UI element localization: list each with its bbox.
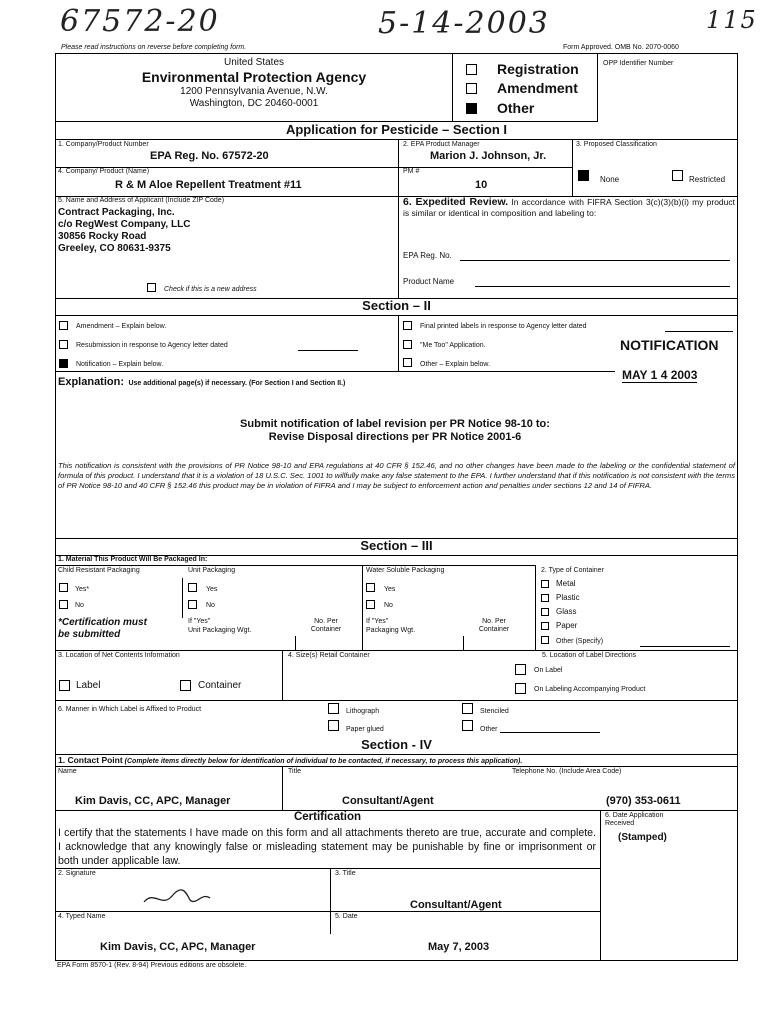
pm-number-label: PM # [403,168,420,175]
unit-packaging-no-label: No [206,602,215,609]
contact-point-note: (Complete items directly below for identification of individual to be contacted, if necessary, to process this application). [124,758,523,765]
directions-on-labeling-option: On Labeling Accompanying Product [534,686,646,693]
water-soluble-yes-label: Yes [384,586,396,593]
water-soluble-no-label: No [384,602,393,609]
water-soluble-yes-checkbox[interactable] [366,583,375,592]
container-other-checkbox[interactable] [541,636,549,644]
label-directions-location-label: 5. Location of Label Directions [542,652,637,659]
product-name-value: R & M Aloe Repellent Treatment #11 [115,179,302,191]
lithograph-label: Lithograph [346,708,380,715]
classification-none-checkbox[interactable] [578,170,589,181]
unit-no-per-text: No. Per [314,618,338,625]
final-labels-checkbox[interactable] [403,321,412,330]
directions-on-label-option: On Label [534,667,563,674]
similar-product-name-field[interactable] [475,286,730,287]
net-contents-location-label: 3. Location of Net Contents Information [58,652,180,659]
lithograph-checkbox[interactable] [328,703,339,714]
child-resistant-yes-label: Yes* [75,586,90,593]
water-soluble-no-checkbox[interactable] [366,600,375,609]
unit-packaging-yes-checkbox[interactable] [188,583,197,592]
notification-stamp-title: NOTIFICATION [620,337,719,353]
handwritten-date: 5-14-2003 [378,6,550,41]
agency-address2: Washington, DC 20460-0001 [189,98,319,109]
affix-other-field[interactable] [500,732,600,733]
contact-title-value: Consultant/Agent [342,795,434,807]
classification-none-label: None [600,175,620,184]
contact-name-value: Kim Davis, CC, APC, Manager [75,795,231,807]
other-explain-checkbox[interactable] [403,358,412,367]
contact-title-label: Title [288,768,301,775]
water-no-per-container-label [468,618,520,634]
similar-reg-no-label: EPA Reg. No. [403,251,452,260]
affix-other-checkbox[interactable] [462,720,473,731]
me-too-label: "Me Too" Application. [420,342,486,349]
container-paper-label: Paper [556,621,578,630]
explanation-header [58,372,345,390]
label-affixed-manner-label: 6. Manner in Which Label is Affixed to Product [58,706,202,713]
child-resistant-yes-checkbox[interactable] [59,583,68,592]
notification-stamp-date: MAY 1 4 2003 [622,368,698,382]
classification-restricted-checkbox[interactable] [672,170,683,181]
omb-number: Form Approved. OMB No. 2070-0060 [563,44,679,51]
certification-text: I certify that the statements I have made on this form and all attachments thereto are true, accurate and complete. I acknowledge that any knowingly false or misleading statement may be punishable by fine or imprisonment or both under applicable law. [58,827,596,867]
material-label: 1. Material This Product Will Be Packaged In: [58,556,208,563]
contact-point-header [58,756,522,766]
company-number-value: EPA Reg. No. 67572-20 [150,150,269,162]
water-packaging-weight-label: Packaging Wgt. [366,627,416,634]
net-contents-container-option: Container [198,680,242,691]
unit-packaging-label: Unit Packaging [188,567,236,574]
stamped-note: (Stamped) [618,832,667,843]
cert-must-text: *Certification must [58,617,147,628]
applicant-line4: Greeley, CO 80631-9375 [58,243,171,254]
amendment-checkbox[interactable] [466,83,477,94]
container-paper-checkbox[interactable] [541,622,549,630]
agency-name: Environmental Protection Agency [141,69,367,85]
applicant-label: 5. Name and Address of Applicant (Include ZIP Code) [58,197,225,204]
directions-on-labeling-checkbox[interactable] [515,683,526,694]
product-manager-label: 2. EPA Product Manager [403,141,480,148]
unit-container-text: Container [310,626,342,633]
other-explain-label: Other – Explain below. [420,361,491,368]
explanation-label: Explanation: [58,376,125,388]
container-glass-label: Glass [556,607,577,616]
net-contents-label-checkbox[interactable] [59,680,70,691]
typed-name-value: Kim Davis, CC, APC, Manager [100,941,256,953]
net-contents-label-option: Label [76,680,101,691]
directions-on-label-checkbox[interactable] [515,664,526,675]
expedited-review [403,197,735,219]
paper-glued-label: Paper glued [346,726,384,733]
expedited-review-title: 6. Expedited Review. [403,196,509,208]
contact-point-label: 1. Contact Point [58,755,123,765]
stenciled-label: Stenciled [480,708,509,715]
container-type-label: 2. Type of Container [541,567,604,574]
contact-phone-label: Telephone No. (Include Area Code) [512,768,622,775]
section2-title: Section – II [362,298,431,313]
applicant-line3: 30856 Rocky Road [58,231,147,242]
resubmission-label: Resubmission in response to Agency letter dated [76,342,228,349]
unit-if-yes-label: If "Yes" [188,618,211,625]
other-label: Other [497,100,535,116]
registration-checkbox[interactable] [466,64,477,75]
new-address-checkbox[interactable] [147,283,156,292]
affix-other-label: Other [480,726,498,733]
signature-label: 2. Signature [58,870,96,877]
section3-title: Section – III [360,538,433,553]
explanation-note: Use additional page(s) if necessary. (For Section I and Section II.) [128,380,346,387]
unit-packaging-no-checkbox[interactable] [188,600,197,609]
applicant-line1: Contract Packaging, Inc. [58,207,175,218]
submit-line1: Submit notification of label revision per PR Notice 98-10 to: [240,418,550,430]
container-metal-label: Metal [556,579,576,588]
final-labels-date-field[interactable] [665,331,733,332]
amendment-label: Amendment [497,80,578,96]
registration-label: Registration [497,61,579,77]
agency-line1: United States [223,57,285,68]
container-other-specify-field[interactable] [640,646,730,647]
date-label: 5. Date [335,913,358,920]
unit-no-per-container-label [300,618,352,634]
notification-checkbox-checked[interactable] [59,359,68,368]
classification-label: 3. Proposed Classification [576,141,657,148]
classification-restricted-label: Restricted [689,175,726,184]
pm-number-value: 10 [475,179,488,191]
be-submitted-text: be submitted [58,629,121,640]
date-received-label: 6. Date Application Received [605,812,664,827]
child-resistant-no-label: No [75,602,84,609]
applicant-address [58,207,190,255]
water-no-per-text: No. Per [482,618,506,625]
water-soluble-label: Water Soluble Packaging [366,567,445,574]
final-labels-label: Final printed labels in response to Agency letter dated [420,323,587,330]
child-resistant-label: Child Resistant Packaging [58,567,140,574]
resubmission-date-field[interactable] [298,350,358,351]
signature-date-value: May 7, 2003 [428,941,490,953]
water-if-yes-label: If "Yes" [366,618,389,625]
submit-line2: Revise Disposal directions per PR Notice 2001-6 [268,431,522,443]
product-manager-value: Marion J. Johnson, Jr. [430,150,547,162]
typed-name-label: 4. Typed Name [58,913,106,920]
section1-title: Application for Pesticide – Section I [285,122,508,137]
product-name-label: 4. Company/ Product (Name) [58,168,150,175]
similar-product-name-label: Product Name [403,277,455,286]
container-plastic-checkbox[interactable] [541,594,549,602]
agency-header [56,57,452,110]
resubmission-checkbox[interactable] [59,340,68,349]
me-too-checkbox[interactable] [403,340,412,349]
applicant-line2: c/o RegWest Company, LLC [58,219,191,230]
handwritten-page-number: 115 [706,6,758,34]
company-number-label: 1. Company/Product Number [58,141,149,148]
amendment-explain-checkbox[interactable] [59,321,68,330]
container-metal-checkbox[interactable] [541,580,549,588]
explanation-body [160,418,630,444]
water-container-text: Container [478,626,510,633]
notification-label: Notification – Explain below. [76,361,164,368]
unit-packaging-yes-label: Yes [206,586,218,593]
agency-address1: 1200 Pennsylvania Avenue, N.W. [180,86,328,97]
certification-title: Certification [293,811,362,823]
amendment-explain-label: Amendment – Explain below. [76,323,167,330]
other-checkbox-checked[interactable] [466,103,477,114]
signature-scribble [140,886,220,908]
net-contents-container-checkbox[interactable] [180,680,191,691]
form-footer: EPA Form 8570-1 (Rev. 8-94) Previous editions are obsolete. [57,962,247,969]
retail-container-size-label: 4. Size(s) Retail Container [288,652,370,659]
opp-identifier-label: OPP Identifier Number [603,60,674,67]
contact-name-label: Name [58,768,77,775]
unit-packaging-weight-label: Unit Packaging Wgt. [188,627,252,634]
similar-reg-no-field[interactable] [460,260,730,261]
child-resistant-no-checkbox[interactable] [59,600,68,609]
new-address-label: Check if this is a new address [164,286,257,293]
handwritten-file-number: 67572-20 [60,4,220,39]
instructions-note: Please read instructions on reverse before completing form. [61,44,247,51]
paper-glued-checkbox[interactable] [328,720,339,731]
container-plastic-label: Plastic [556,593,580,602]
notification-statement: This notification is consistent with the provisions of PR Notice 98-10 and EPA regulations at 40 CFR § 152.46, and no other changes have been made to the labeling or the confidential statement of formula of this product. I understand that it is a violation of 18 U.S.C. Sec. 1001 to willfully make any false statement to the EPA. I further understand that if this notification is not consistent with the terms of PR Notice 98-10 and 40 CFR § 152.46 this product may be in violation of FIFRA and I may be subject to enforcement action and penalties under sections 12 and 14 of FIFRA. [58,461,735,490]
certification-required-note [58,617,147,641]
container-other-label: Other (Specify) [556,638,604,645]
section4-title: Section - IV [361,737,432,752]
signer-title-value: Consultant/Agent [410,899,502,911]
expedited-review-text: In accordance with FIFRA Section 3(c)(3)(b)(i) my product is similar or identical in composition and labeling to: [403,197,736,218]
contact-phone-value: (970) 353-0611 [606,795,681,807]
stenciled-checkbox[interactable] [462,703,473,714]
container-glass-checkbox[interactable] [541,608,549,616]
signer-title-label: 3. Title [335,870,356,877]
